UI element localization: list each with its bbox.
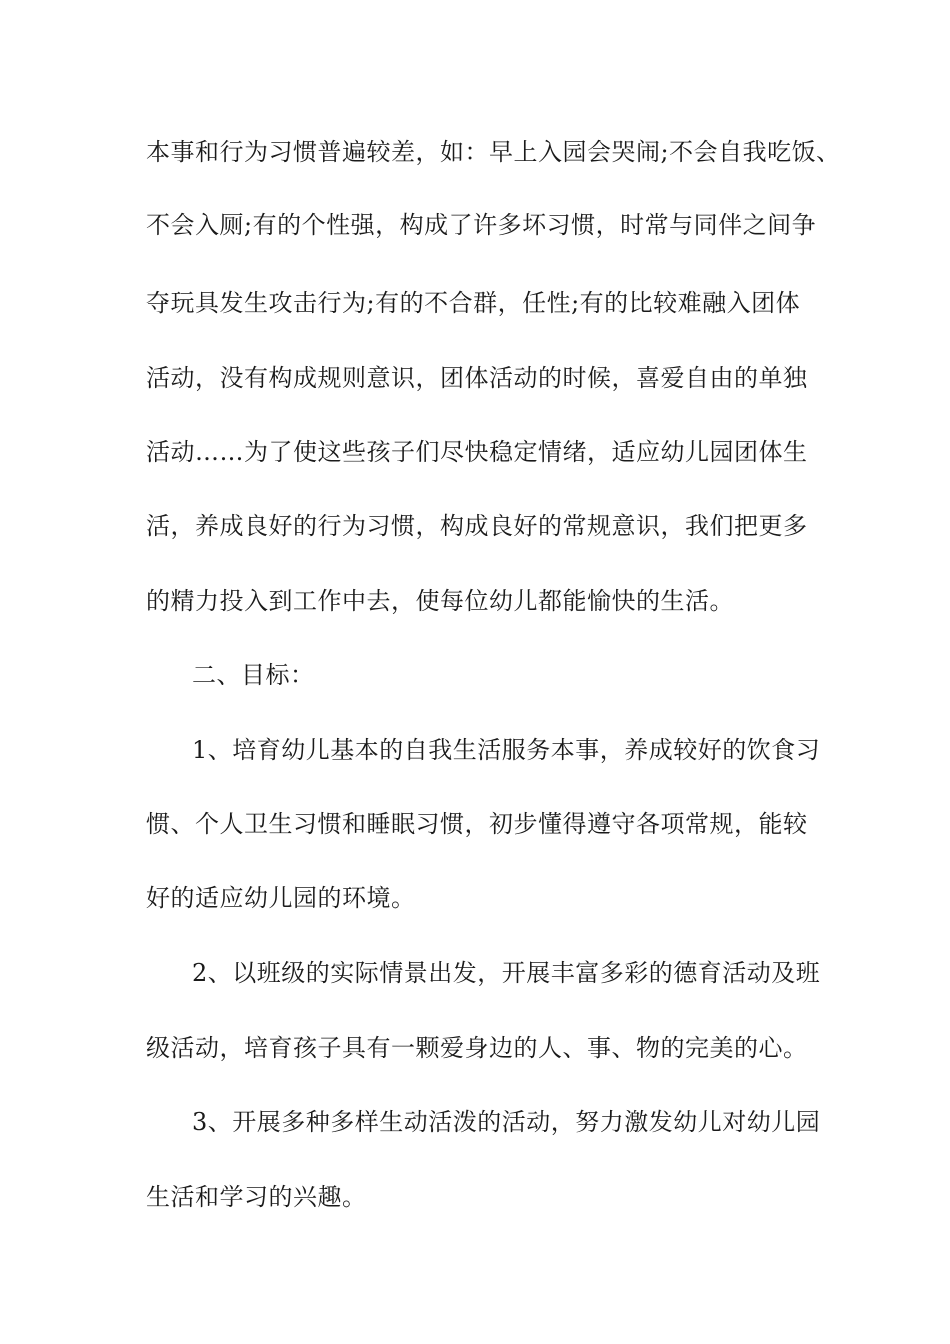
list-item-1-line: 1、培育幼儿基本的自我生活服务本事，养成较好的饮食习	[192, 736, 821, 764]
paragraph-line: 活动，没有构成规则意识，团体活动的时候，喜爱自由的单独	[146, 364, 808, 392]
section-heading: 二、目标：	[192, 661, 315, 689]
list-item-1-line: 惯、个人卫生习惯和睡眠习惯，初步懂得遵守各项常规，能较	[146, 810, 808, 838]
list-item-2-line: 2、以班级的实际情景出发，开展丰富多彩的德育活动及班	[192, 959, 821, 987]
paragraph-line: 夺玩具发生攻击行为;有的不合群，任性;有的比较难融入团体	[146, 289, 801, 317]
paragraph-line: 的精力投入到工作中去，使每位幼儿都能愉快的生活。	[146, 587, 734, 615]
paragraph-line: 活，养成良好的行为习惯，构成良好的常规意识，我们把更多	[146, 512, 808, 540]
list-item-2-line: 级活动，培育孩子具有一颗爱身边的人、事、物的完美的心。	[146, 1034, 808, 1062]
paragraph-line: 活动……为了使这些孩子们尽快稳定情绪，适应幼儿园团体生	[146, 438, 808, 466]
paragraph-line: 本事和行为习惯普遍较差，如：早上入园会哭闹;不会自我吃饭、	[146, 138, 841, 166]
list-item-3-line: 生活和学习的兴趣。	[146, 1183, 367, 1211]
list-item-1-line: 好的适应幼儿园的环境。	[146, 884, 416, 912]
list-item-3-line: 3、开展多种多样生动活泼的活动，努力激发幼儿对幼儿园	[192, 1108, 821, 1136]
paragraph-line: 不会入厕;有的个性强，构成了许多坏习惯，时常与同伴之间争	[146, 211, 817, 239]
